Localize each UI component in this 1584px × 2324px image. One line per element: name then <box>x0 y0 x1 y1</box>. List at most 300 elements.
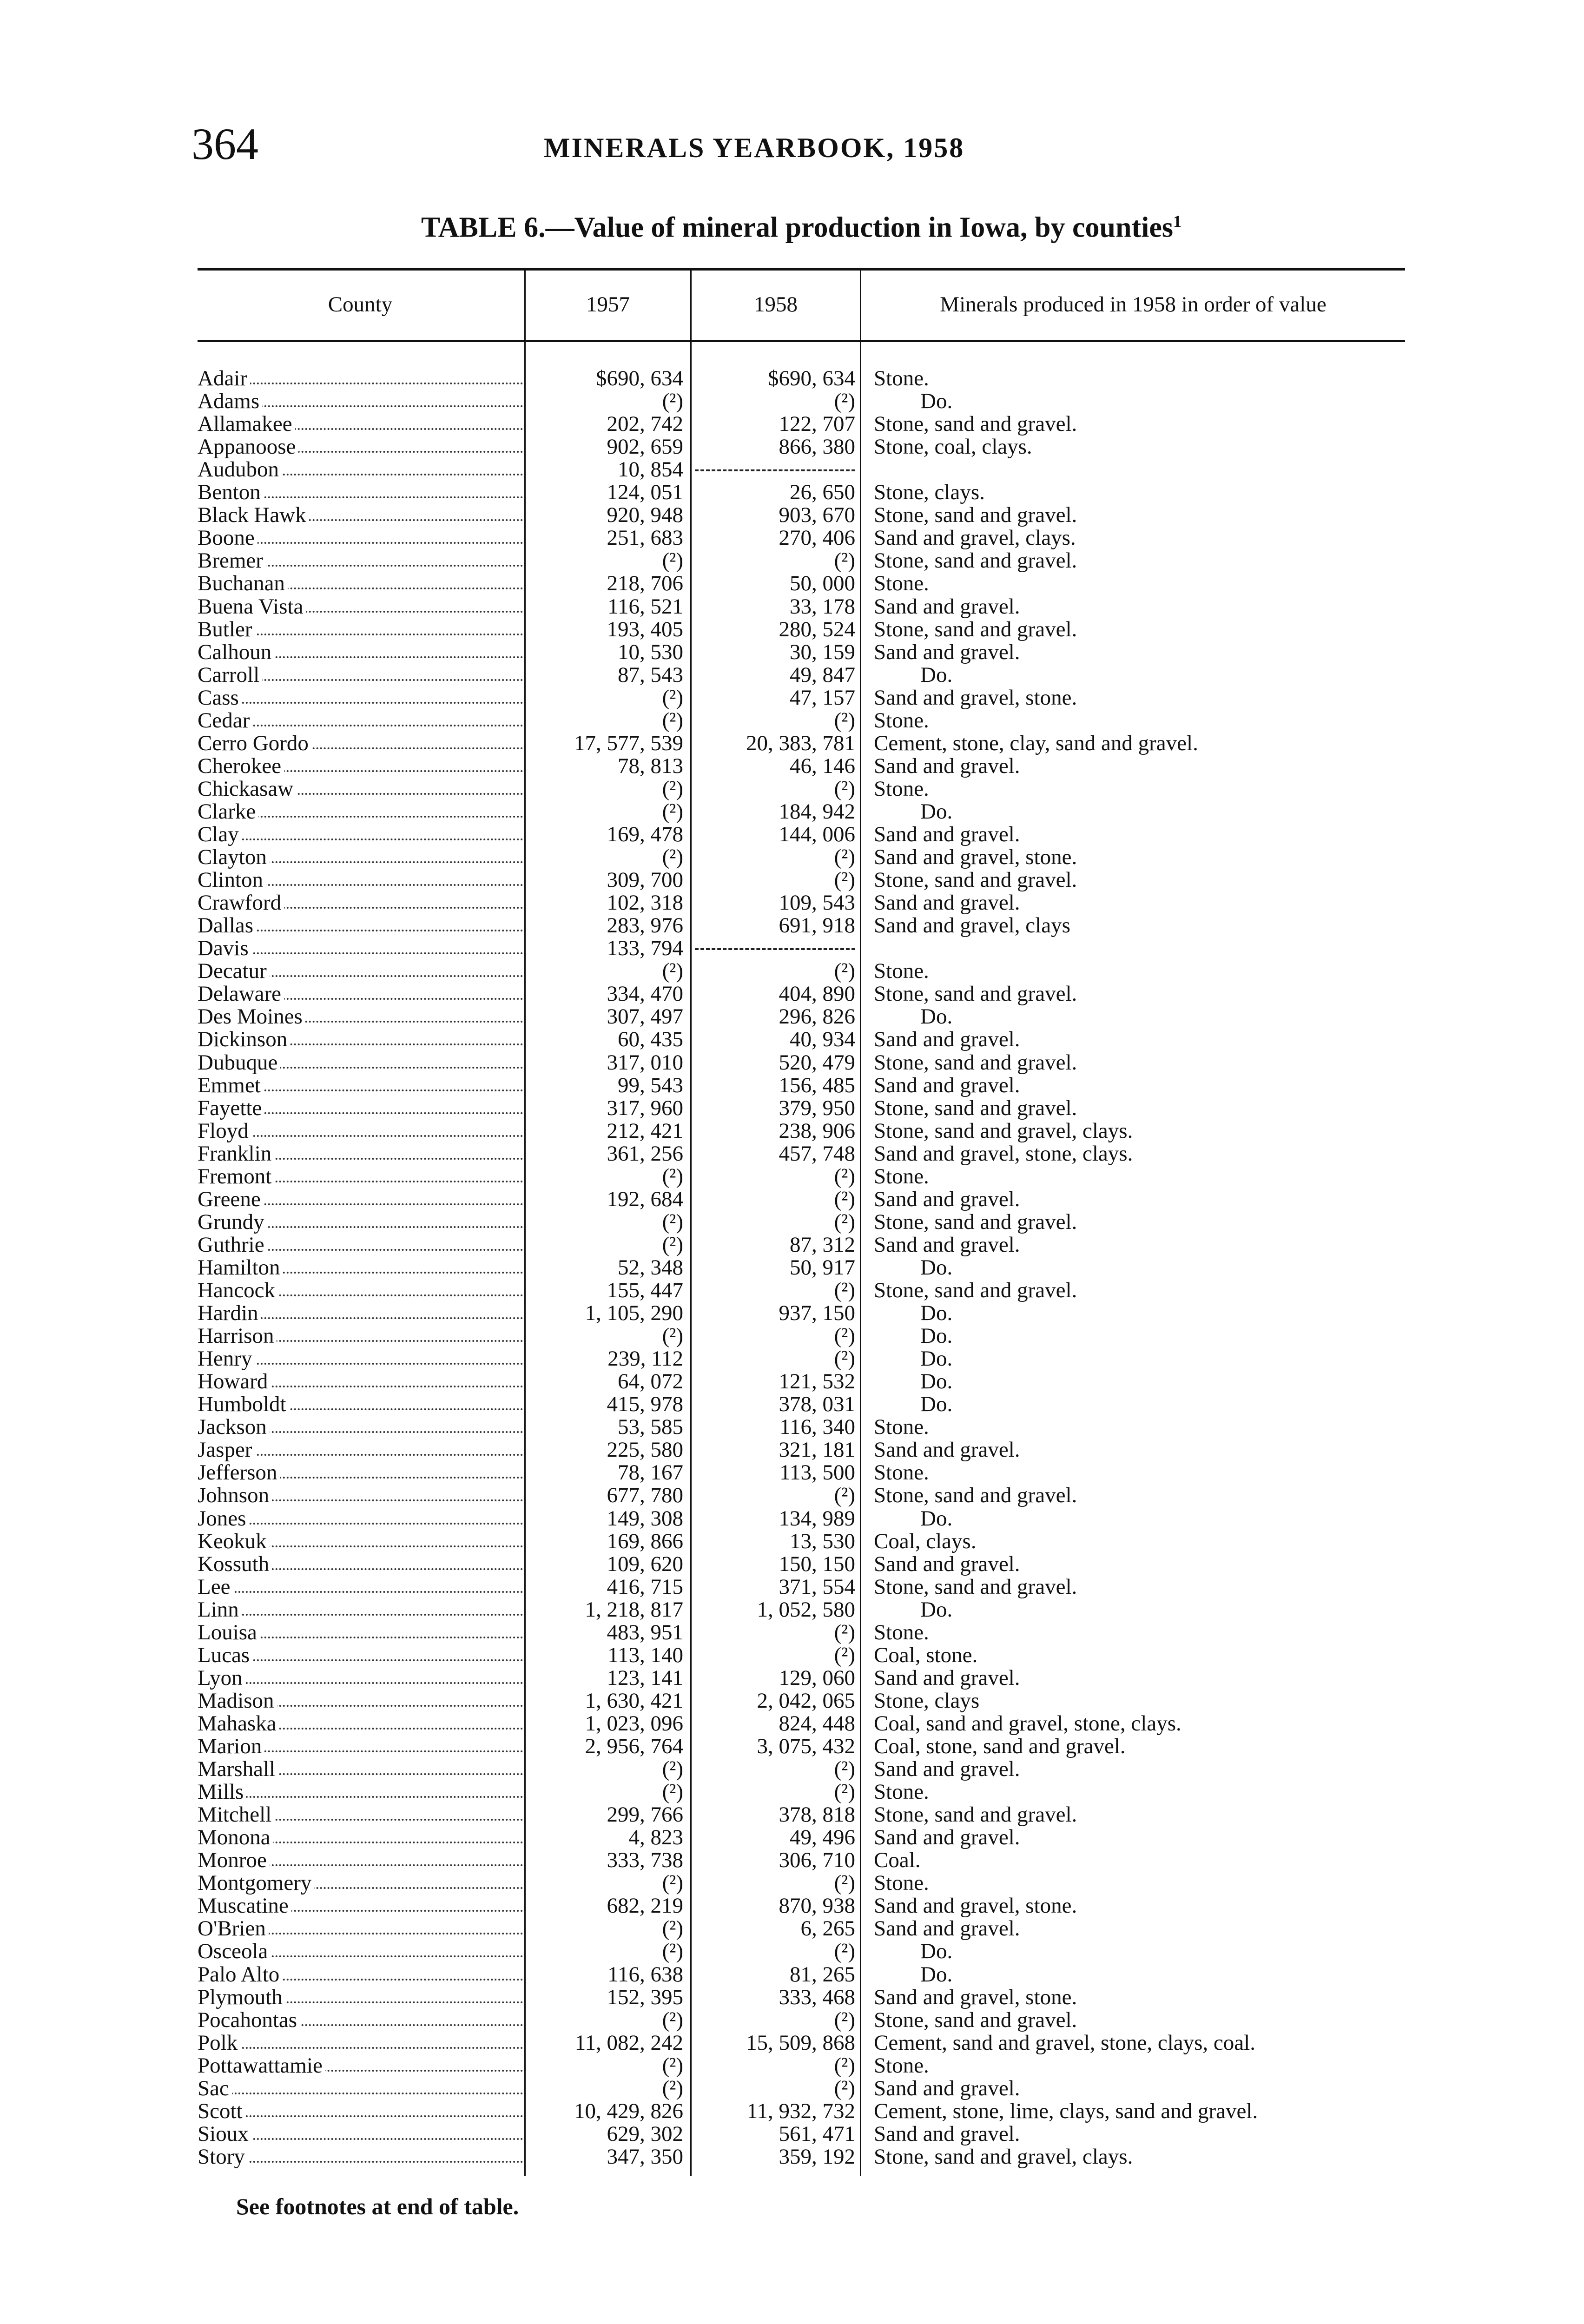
column-header-minerals: Minerals produced in 1958 in order of value <box>940 292 1327 317</box>
table-row <box>0 2032 1584 2054</box>
value-1958-cell: 321, 181 <box>779 1439 855 1461</box>
table-row <box>0 664 1584 687</box>
county-cell <box>198 960 523 983</box>
table-row <box>0 1826 1584 1849</box>
county-name: Carroll <box>198 664 262 687</box>
county-cell <box>198 1302 523 1325</box>
county-cell <box>198 1507 523 1530</box>
county-name: Cedar <box>198 709 252 732</box>
minerals-cell: Sand and gravel, stone. <box>874 1986 1077 2009</box>
value-1958-cell: 870, 938 <box>779 1895 855 1917</box>
table-row <box>0 1895 1584 1917</box>
minerals-cell: Stone, sand and gravel. <box>874 1484 1077 1507</box>
value-1957-cell: 1, 023, 096 <box>585 1712 683 1735</box>
county-cell <box>198 846 523 869</box>
value-1958-cell: (²) <box>834 960 855 983</box>
table-row <box>0 413 1584 436</box>
minerals-cell: Do. <box>920 664 953 687</box>
minerals-cell: Stone. <box>874 1621 929 1644</box>
value-1958-cell: (²) <box>834 1872 855 1895</box>
county-name: Humboldt <box>198 1393 289 1416</box>
value-1957-cell: 10, 429, 826 <box>574 2100 683 2123</box>
minerals-cell: Sand and gravel. <box>874 2077 1020 2100</box>
value-1958-cell: 306, 710 <box>779 1849 855 1872</box>
minerals-cell: Sand and gravel. <box>874 1826 1020 1849</box>
minerals-cell: Do. <box>920 1393 953 1416</box>
value-1957-cell: 17, 577, 539 <box>574 732 683 755</box>
county-name: Clayton <box>198 846 270 869</box>
value-1957-cell: 415, 978 <box>607 1393 683 1416</box>
county-cell <box>198 891 523 914</box>
value-1957-cell: 1, 105, 290 <box>585 1302 683 1325</box>
value-1957-cell: 283, 976 <box>607 914 683 937</box>
table-row <box>0 1347 1584 1370</box>
county-cell <box>198 1849 523 1872</box>
table-row <box>0 1461 1584 1484</box>
minerals-cell: Sand and gravel. <box>874 1234 1020 1256</box>
value-1958-cell: (²) <box>834 1621 855 1644</box>
value-1957-cell: (²) <box>662 1758 683 1781</box>
county-name: Franklin <box>198 1142 274 1165</box>
leader-dots <box>198 2115 523 2117</box>
county-name: Bremer <box>198 549 266 572</box>
minerals-cell: Stone. <box>874 1781 929 1803</box>
minerals-cell: Do. <box>920 1005 953 1028</box>
value-1957-cell: 347, 350 <box>607 2146 683 2168</box>
minerals-cell: Coal, stone. <box>874 1644 978 1667</box>
county-name: Dubuque <box>198 1051 280 1074</box>
table-row <box>0 1120 1584 1142</box>
county-name: Harrison <box>198 1325 277 1347</box>
table-row <box>0 481 1584 504</box>
value-1957-cell: 11, 082, 242 <box>574 2032 683 2054</box>
value-1958-cell: 144, 006 <box>779 823 855 846</box>
minerals-cell: Do. <box>920 1370 953 1393</box>
minerals-cell: Stone, sand and gravel. <box>874 618 1077 641</box>
value-1958-cell: 280, 524 <box>779 618 855 641</box>
county-cell <box>198 2032 523 2054</box>
minerals-cell: Sand and gravel. <box>874 1758 1020 1781</box>
no-production-dash <box>695 469 855 471</box>
table-row <box>0 846 1584 869</box>
value-1958-cell: (²) <box>834 778 855 800</box>
value-1958-cell: 903, 670 <box>779 504 855 527</box>
minerals-cell: Stone, sand and gravel, clays. <box>874 2146 1133 2168</box>
table-row <box>0 1872 1584 1895</box>
value-1957-cell: (²) <box>662 2054 683 2077</box>
county-cell <box>198 1667 523 1690</box>
county-cell <box>198 2100 523 2123</box>
county-cell <box>198 1986 523 2009</box>
minerals-cell: Coal, sand and gravel, stone, clays. <box>874 1712 1181 1735</box>
minerals-cell: Stone. <box>874 1461 929 1484</box>
table-row <box>0 1758 1584 1781</box>
leader-dots <box>198 838 523 840</box>
table-row <box>0 960 1584 983</box>
county-name: Muscatine <box>198 1895 291 1917</box>
value-1957-cell: 193, 405 <box>607 618 683 641</box>
value-1957-cell: 192, 684 <box>607 1188 683 1211</box>
county-name: Monona <box>198 1826 273 1849</box>
county-cell <box>198 1142 523 1165</box>
county-name: Grundy <box>198 1211 267 1234</box>
minerals-cell: Sand and gravel. <box>874 823 1020 846</box>
table-row <box>0 1781 1584 1803</box>
value-1957-cell: 113, 140 <box>607 1644 683 1667</box>
county-cell <box>198 1872 523 1895</box>
county-cell <box>198 504 523 527</box>
table-row <box>0 2054 1584 2077</box>
table-row <box>0 1598 1584 1621</box>
value-1958-cell: 150, 150 <box>779 1553 855 1576</box>
county-cell <box>198 481 523 504</box>
table-row <box>0 687 1584 709</box>
minerals-cell: Do. <box>920 1940 953 1963</box>
value-1957-cell: (²) <box>662 1234 683 1256</box>
minerals-cell: Do. <box>920 1325 953 1347</box>
value-1957-cell: 155, 447 <box>607 1279 683 1302</box>
minerals-cell: Stone. <box>874 572 929 595</box>
county-cell <box>198 1895 523 1917</box>
value-1957-cell: 361, 256 <box>607 1142 683 1165</box>
value-1958-cell: 47, 157 <box>790 687 855 709</box>
value-1957-cell: (²) <box>662 1211 683 1234</box>
table-row <box>0 778 1584 800</box>
value-1957-cell: (²) <box>662 1165 683 1188</box>
minerals-cell: Do. <box>920 1507 953 1530</box>
value-1958-cell: (²) <box>834 1165 855 1188</box>
county-name: Mahaska <box>198 1712 279 1735</box>
value-1958-cell: 2, 042, 065 <box>757 1690 855 1712</box>
table-row <box>0 1256 1584 1279</box>
leader-dots <box>198 2047 523 2049</box>
value-1957-cell: 133, 794 <box>607 937 683 960</box>
minerals-cell: Coal. <box>874 1849 921 1872</box>
county-name: Clay <box>198 823 242 846</box>
value-1957-cell: 218, 706 <box>607 572 683 595</box>
county-cell <box>198 1439 523 1461</box>
minerals-cell: Stone, sand and gravel. <box>874 1279 1077 1302</box>
value-1958-cell: 378, 818 <box>779 1803 855 1826</box>
table-row <box>0 1667 1584 1690</box>
value-1958-cell: 30, 159 <box>790 641 855 664</box>
county-name: Dallas <box>198 914 256 937</box>
county-cell <box>198 1644 523 1667</box>
table-row <box>0 1165 1584 1188</box>
value-1958-cell: 359, 192 <box>779 2146 855 2168</box>
value-1958-cell: (²) <box>834 1211 855 1234</box>
value-1957-cell: (²) <box>662 549 683 572</box>
county-name: Sac <box>198 2077 232 2100</box>
county-name: Clarke <box>198 800 258 823</box>
value-1957-cell: 309, 700 <box>607 869 683 891</box>
county-name: Cherokee <box>198 755 284 778</box>
value-1958-cell: (²) <box>834 1758 855 1781</box>
table-row <box>0 1302 1584 1325</box>
table-row <box>0 1074 1584 1097</box>
county-cell <box>198 2146 523 2168</box>
minerals-cell: Sand and gravel. <box>874 1028 1020 1051</box>
value-1958-cell: (²) <box>834 1347 855 1370</box>
value-1957-cell: 202, 742 <box>607 413 683 436</box>
page-number: 364 <box>191 119 258 169</box>
value-1958-cell: 26, 650 <box>790 481 855 504</box>
value-1957-cell: 416, 715 <box>607 1576 683 1598</box>
county-name: Boone <box>198 527 257 549</box>
leader-dots <box>198 1591 523 1593</box>
table-row <box>0 1439 1584 1461</box>
value-1957-cell: 251, 683 <box>607 527 683 549</box>
county-name: Des Moines <box>198 1005 305 1028</box>
value-1958-cell: (²) <box>834 549 855 572</box>
table-row <box>0 390 1584 413</box>
table-row <box>0 1690 1584 1712</box>
table-row <box>0 1416 1584 1439</box>
county-cell <box>198 1188 523 1211</box>
table-row <box>0 937 1584 960</box>
county-name: Chickasaw <box>198 778 296 800</box>
county-name: Pocahontas <box>198 2009 300 2032</box>
footnote: See footnotes at end of table. <box>236 2193 519 2219</box>
table-row <box>0 458 1584 481</box>
county-cell <box>198 709 523 732</box>
value-1958-cell: 238, 906 <box>779 1120 855 1142</box>
table-title-text: TABLE 6.—Value of mineral production in Iowa, by counties <box>421 211 1173 244</box>
value-1958-cell: 371, 554 <box>779 1576 855 1598</box>
value-1957-cell: (²) <box>662 960 683 983</box>
county-cell <box>198 1598 523 1621</box>
county-cell <box>198 1393 523 1416</box>
minerals-cell: Stone. <box>874 1416 929 1439</box>
county-cell <box>198 1097 523 1120</box>
minerals-cell: Do. <box>920 1256 953 1279</box>
value-1957-cell: 299, 766 <box>607 1803 683 1826</box>
minerals-cell: Stone, sand and gravel. <box>874 549 1077 572</box>
county-name: O'Brien <box>198 1917 269 1940</box>
value-1957-cell: (²) <box>662 1917 683 1940</box>
value-1957-cell: 682, 219 <box>607 1895 683 1917</box>
value-1957-cell: (²) <box>662 1781 683 1803</box>
value-1958-cell: 50, 917 <box>790 1256 855 1279</box>
value-1957-cell: (²) <box>662 1872 683 1895</box>
county-name: Allamakee <box>198 413 295 436</box>
value-1958-cell: 49, 496 <box>790 1826 855 1849</box>
table-row <box>0 823 1584 846</box>
county-name: Montgomery <box>198 1872 314 1895</box>
value-1957-cell: 64, 072 <box>618 1370 683 1393</box>
county-name: Emmet <box>198 1074 264 1097</box>
county-name: Sioux <box>198 2123 251 2146</box>
county-cell <box>198 641 523 664</box>
county-name: Benton <box>198 481 264 504</box>
table-row <box>0 527 1584 549</box>
value-1957-cell: 4, 823 <box>628 1826 683 1849</box>
value-1957-cell: 334, 470 <box>607 983 683 1005</box>
county-cell <box>198 1165 523 1188</box>
value-1957-cell: (²) <box>662 800 683 823</box>
table-row <box>0 914 1584 937</box>
county-cell <box>198 1256 523 1279</box>
county-name: Black Hawk <box>198 504 309 527</box>
value-1958-cell: 15, 509, 868 <box>746 2032 855 2054</box>
value-1958-cell: (²) <box>834 1644 855 1667</box>
county-cell <box>198 1621 523 1644</box>
value-1958-cell: 6, 265 <box>800 1917 855 1940</box>
value-1957-cell: 2, 956, 764 <box>585 1735 683 1758</box>
value-1958-cell: (²) <box>834 1940 855 1963</box>
minerals-cell: Sand and gravel. <box>874 641 1020 664</box>
table-row <box>0 1576 1584 1598</box>
county-cell <box>198 1781 523 1803</box>
minerals-cell: Sand and gravel. <box>874 755 1020 778</box>
column-header-1958: 1958 <box>754 292 798 317</box>
minerals-cell: Do. <box>920 1963 953 1986</box>
county-name: Lee <box>198 1576 233 1598</box>
value-1958-cell: 121, 532 <box>779 1370 855 1393</box>
minerals-cell: Sand and gravel. <box>874 1553 1020 1576</box>
county-name: Adams <box>198 390 262 413</box>
minerals-cell: Sand and gravel, stone. <box>874 1895 1077 1917</box>
table-row <box>0 1097 1584 1120</box>
table-row <box>0 1211 1584 1234</box>
table-row <box>0 2146 1584 2168</box>
minerals-cell: Do. <box>920 800 953 823</box>
value-1957-cell: 239, 112 <box>607 1347 683 1370</box>
county-name: Floyd <box>198 1120 251 1142</box>
county-cell <box>198 1530 523 1553</box>
county-cell <box>198 595 523 618</box>
table-row <box>0 1917 1584 1940</box>
county-cell <box>198 2077 523 2100</box>
minerals-cell: Do. <box>920 390 953 413</box>
value-1958-cell: 3, 075, 432 <box>757 1735 855 1758</box>
county-cell <box>198 572 523 595</box>
minerals-cell: Sand and gravel, clays <box>874 914 1070 937</box>
value-1958-cell: (²) <box>834 1325 855 1347</box>
table-row <box>0 1142 1584 1165</box>
value-1957-cell: 317, 960 <box>607 1097 683 1120</box>
minerals-cell: Stone, clays. <box>874 481 985 504</box>
value-1958-cell: $690, 634 <box>768 367 855 390</box>
county-name: Marshall <box>198 1758 278 1781</box>
value-1957-cell: 123, 141 <box>607 1667 683 1690</box>
county-name: Adair <box>198 367 250 390</box>
table-row <box>0 2009 1584 2032</box>
county-cell <box>198 1553 523 1576</box>
value-1958-cell: 1, 052, 580 <box>757 1598 855 1621</box>
county-name: Jasper <box>198 1439 255 1461</box>
county-cell <box>198 1484 523 1507</box>
county-name: Mills <box>198 1781 246 1803</box>
value-1957-cell: 307, 497 <box>607 1005 683 1028</box>
county-name: Lyon <box>198 1667 245 1690</box>
table-row <box>0 1530 1584 1553</box>
value-1958-cell: 691, 918 <box>779 914 855 937</box>
county-name: Jefferson <box>198 1461 280 1484</box>
county-name: Mitchell <box>198 1803 274 1826</box>
value-1958-cell: 122, 707 <box>779 413 855 436</box>
county-cell <box>198 1211 523 1234</box>
table-row <box>0 2123 1584 2146</box>
minerals-cell: Stone. <box>874 1165 929 1188</box>
county-cell <box>198 1028 523 1051</box>
value-1958-cell: 13, 530 <box>790 1530 855 1553</box>
county-name: Dickinson <box>198 1028 290 1051</box>
county-cell <box>198 778 523 800</box>
value-1958-cell: (²) <box>834 1781 855 1803</box>
table-row <box>0 983 1584 1005</box>
minerals-cell: Do. <box>920 1302 953 1325</box>
value-1957-cell: 483, 951 <box>607 1621 683 1644</box>
minerals-cell: Stone, sand and gravel. <box>874 1051 1077 1074</box>
value-1957-cell: 149, 308 <box>607 1507 683 1530</box>
value-1958-cell: 296, 826 <box>779 1005 855 1028</box>
value-1957-cell: 10, 854 <box>618 458 683 481</box>
county-name: Louisa <box>198 1621 260 1644</box>
minerals-cell: Sand and gravel, clays. <box>874 527 1076 549</box>
county-name: Fremont <box>198 1165 274 1188</box>
table-row <box>0 1986 1584 2009</box>
leader-dots <box>198 702 523 704</box>
minerals-cell: Stone, clays <box>874 1690 980 1712</box>
minerals-cell: Stone, sand and gravel. <box>874 413 1077 436</box>
value-1958-cell: 184, 942 <box>779 800 855 823</box>
county-cell <box>198 914 523 937</box>
value-1957-cell: 629, 302 <box>607 2123 683 2146</box>
value-1958-cell: 333, 468 <box>779 1986 855 2009</box>
county-name: Appanoose <box>198 436 298 458</box>
county-cell <box>198 2054 523 2077</box>
table-row <box>0 367 1584 390</box>
county-cell <box>198 527 523 549</box>
county-cell <box>198 1370 523 1393</box>
minerals-cell: Coal, stone, sand and gravel. <box>874 1735 1126 1758</box>
minerals-cell: Stone, sand and gravel. <box>874 504 1077 527</box>
value-1957-cell: 225, 580 <box>607 1439 683 1461</box>
table-row <box>0 1051 1584 1074</box>
value-1957-cell: 99, 543 <box>618 1074 683 1097</box>
minerals-cell: Do. <box>920 1598 953 1621</box>
value-1957-cell: 109, 620 <box>607 1553 683 1576</box>
county-name: Fayette <box>198 1097 264 1120</box>
county-name: Delaware <box>198 983 284 1005</box>
county-cell <box>198 1963 523 1986</box>
county-name: Buchanan <box>198 572 288 595</box>
value-1957-cell: 317, 010 <box>607 1051 683 1074</box>
value-1958-cell: 11, 932, 732 <box>746 2100 855 2123</box>
table-row <box>0 1712 1584 1735</box>
table-row <box>0 1963 1584 1986</box>
value-1957-cell: (²) <box>662 1325 683 1347</box>
county-cell <box>198 549 523 572</box>
table-row <box>0 1028 1584 1051</box>
value-1957-cell: (²) <box>662 2009 683 2032</box>
county-cell <box>198 1803 523 1826</box>
county-cell <box>198 1576 523 1598</box>
table-row <box>0 618 1584 641</box>
table-row <box>0 1507 1584 1530</box>
county-name: Linn <box>198 1598 242 1621</box>
county-name: Davis <box>198 937 251 960</box>
leader-dots <box>198 1796 523 1798</box>
value-1957-cell: 116, 521 <box>607 595 683 618</box>
county-name: Hamilton <box>198 1256 283 1279</box>
value-1958-cell: 520, 479 <box>779 1051 855 1074</box>
minerals-cell: Stone, sand and gravel, clays. <box>874 1120 1133 1142</box>
minerals-cell: Stone, sand and gravel. <box>874 1803 1077 1826</box>
value-1957-cell: 78, 167 <box>618 1461 683 1484</box>
county-name: Monroe <box>198 1849 270 1872</box>
